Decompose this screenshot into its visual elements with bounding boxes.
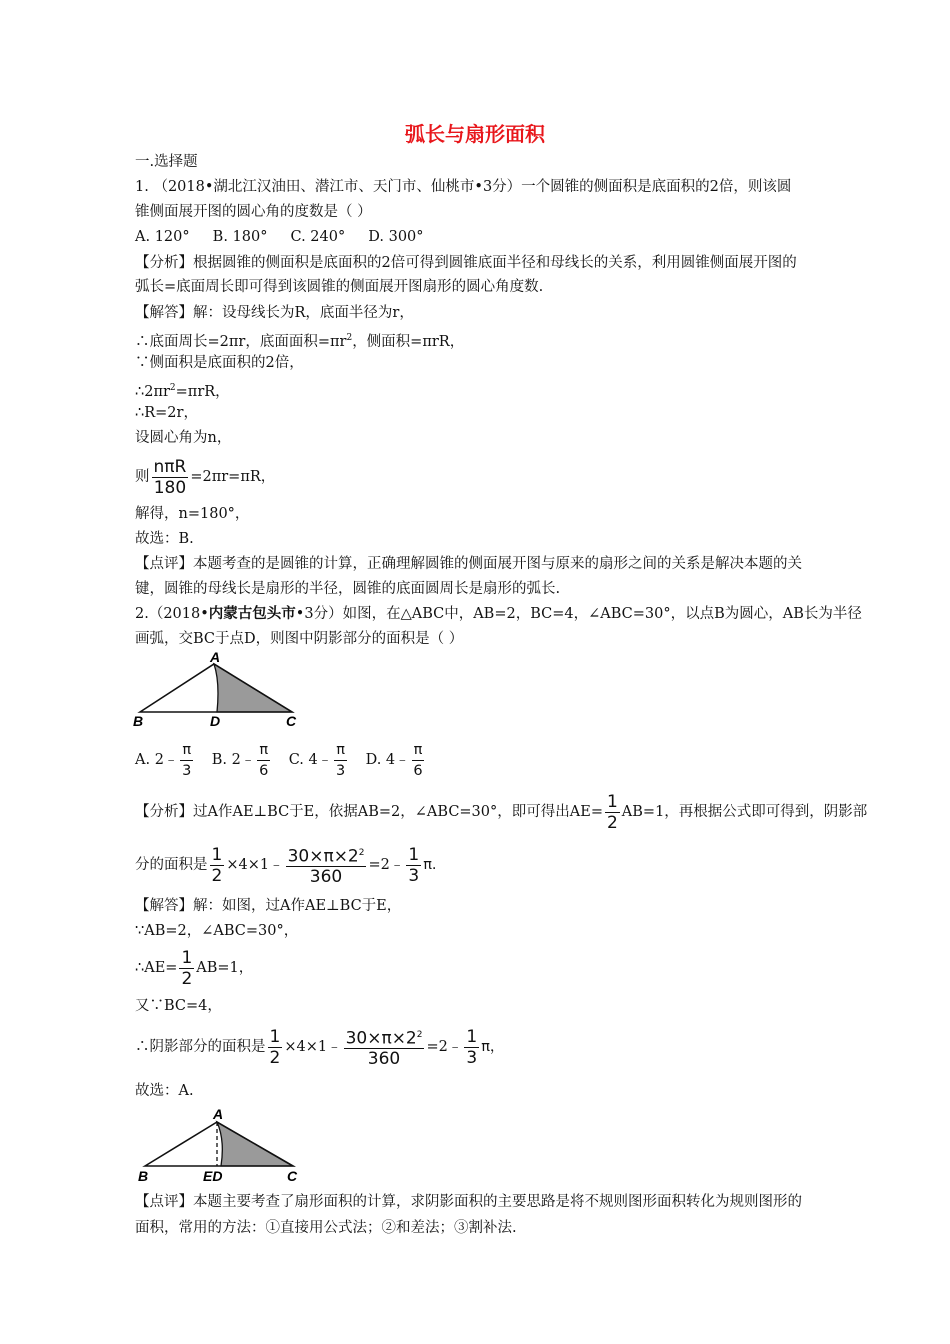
q1-solution-line6: 设圆心角为n， [135,430,232,446]
q1-comment-line2: 键，圆锥的母线长是扇形的半径，圆锥的底面圆周长是扇形的弧长. [135,581,561,597]
triangle-figure-2 [133,1106,313,1186]
q2-analysis-line2: 分的面积是 $\frac{1}{2}$ ×4×1﹣ $\frac{30\times\pi\times 2^2}{360}$ =2﹣ $\frac{1}{3}$ π. [135,844,437,888]
q2-solution-line3: ∴AE= $\frac{1}{2}$ AB=1， [135,947,254,989]
q1-options: A. 120° B. 180° C. 240° D. 300° [135,229,424,245]
label-a: A [210,652,221,665]
q2-stem-line1: 2.（2018•内蒙古包头市•3分）如图，在△ABC中，AB=2，BC=4，∠ABC=30°，以点B为圆心，AB长为半径 [135,605,862,622]
q1-analysis-line2: 弧长=底面周长即可得到该圆锥的侧面展开图扇形的圆心角度数. [135,279,544,295]
fraction-one-half: $\frac{1}{2}$ [269,1026,281,1068]
section-heading: 一.选择题 [135,154,198,170]
fraction-one-half: $\frac{1}{2}$ [211,844,223,886]
q1-solution-line3: ∵侧面积是底面积的2倍， [135,355,304,371]
q2-stem-line2: 画弧，交BC于点D，则图中阴影部分的面积是（ ） [135,631,464,647]
q1-solution-line1: 【解答】解：设母线长为R，底面半径为r， [135,305,414,321]
label-a: A [213,1106,224,1122]
option-d-fraction: $\frac{\pi}{6}$ [413,741,423,779]
fraction-one-half: $\frac{1}{2}$ [606,791,618,833]
q1-solution-line4: $\therefore 2\pi r^2=\pi rR$， [135,383,230,400]
fraction-n-pi-r-over-180: $\frac{\text{nπR}}{180}$ [153,456,187,498]
q1-solution-line8: 解得，n=180°， [135,506,250,522]
label-c: C [287,1168,298,1184]
option-a-fraction: $\frac{\pi}{3}$ [182,741,192,779]
page-title: 弧长与扇形面积 [405,122,545,146]
q1-solution-line2: ∴底面周长=2πr，底面面积$=\pi r^2$，侧面积=πrR， [135,333,465,350]
q1-analysis-line1: 【分析】根据圆锥的侧面积是底面积的2倍可得到圆锥底面半径和母线长的关系，利用圆锥侧面展开图的 [135,255,797,271]
fraction-sector-area: $\frac{30\times\pi\times 2^2}{360}$ [286,843,367,888]
label-b: B [133,713,144,729]
option-c-fraction: $\frac{\pi}{3}$ [336,741,346,779]
q1-solution-line7: 则 $\frac{\text{nπR}}{180}$ =2πr=πR， [135,456,276,498]
q1-comment-line1: 【点评】本题考查的是圆锥的计算，正确理解圆锥的侧面展开图与原来的扇形之间的关系是解决本题的关 [135,556,802,572]
fraction-one-third: $\frac{1}{3}$ [466,1026,478,1068]
q2-options: A. 2﹣ $\frac{\pi}{3}$ B. 2﹣ $\frac{\pi}{6}$ C. 4﹣ $\frac{\pi}{3}$ D. 4﹣ $\frac{\pi}{6}$ [135,741,423,779]
q2-comment-line2: 面积，常用的方法：①直接用公式法；②和差法；③割补法. [135,1220,517,1236]
q1-stem-line1: 1. （2018•湖北江汉油田、潜江市、天门市、仙桃市•3分）一个圆锥的侧面积是底面积的2倍，则该圆 [135,179,792,195]
q2-solution-line6: 故选：A. [135,1083,194,1099]
label-ed: ED [203,1168,223,1184]
q2-solution-line5: ∴阴影部分的面积是 $\frac{1}{2}$ ×4×1﹣ $\frac{30\times\pi\times 2^2}{360}$ =2﹣ $\frac{1}{3}$ π， [135,1026,505,1070]
q2-comment-line1: 【点评】本题主要考查了扇形面积的计算，求阴影面积的主要思路是将不规则图形面积转化为规则图形的 [135,1194,802,1210]
q1-solution-line5: ∴R=2r， [135,405,198,421]
q1-solution-line9: 故选：B. [135,531,194,547]
option-b-fraction: $\frac{\pi}{6}$ [259,741,269,779]
label-b: B [138,1168,149,1184]
q1-stem-line2: 锥侧面展开图的圆心角的度数是（ ） [135,204,372,220]
q2-solution-line2: ∵AB=2，∠ABC=30°， [135,923,299,939]
q2-analysis-line1: 【分析】过A作AE⊥BC于E，依据AB=2，∠ABC=30°，即可得出AE= $\frac{1}{2}$ AB=1，再根据公式即可得到，阴影部 [135,791,868,833]
triangle-figure-1 [128,652,308,732]
fraction-sector-area: $\frac{30\times\pi\times 2^2}{360}$ [344,1025,425,1070]
q2-solution-line1: 【解答】解：如图，过A作AE⊥BC于E， [135,898,402,914]
label-c: C [286,713,297,729]
q2-solution-line4: 又∵BC=4， [135,998,222,1014]
fraction-one-third: $\frac{1}{3}$ [408,844,420,886]
fraction-one-half: $\frac{1}{2}$ [181,947,193,989]
label-d: D [210,713,221,729]
